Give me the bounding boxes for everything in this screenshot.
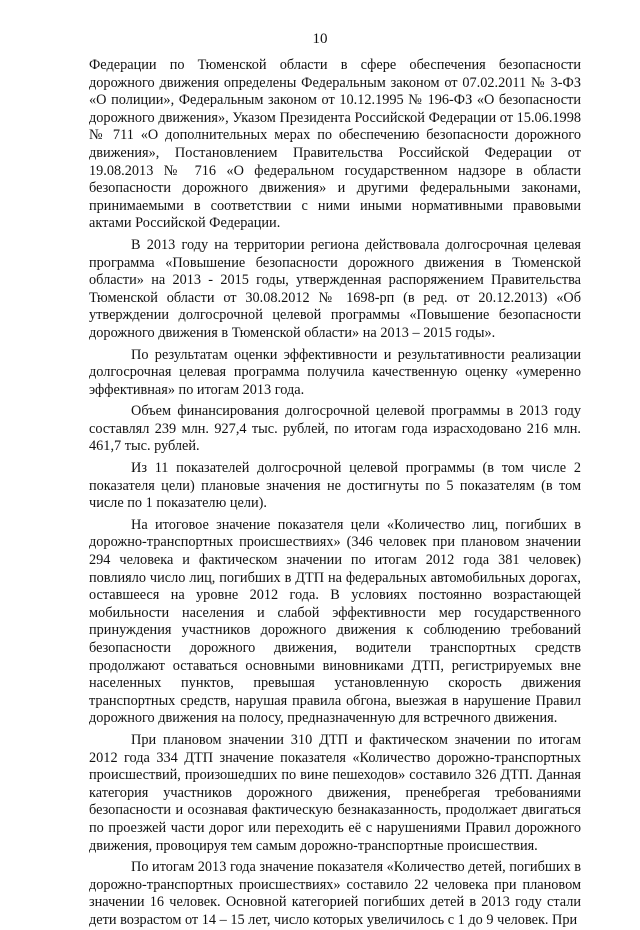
paragraph-indicators: Из 11 показателей долгосрочной целевой программы (в том числе 2 показателя цели) плановые значения не достигнуты по 5 показателям (в том числе по 1 показателю цели). <box>89 460 581 512</box>
body-text <box>89 57 581 930</box>
paragraph-pedestrians: При плановом значении 310 ДТП и фактическом значении по итогам 2012 года 334 ДТП значение показателя «Количество дорожно-транспортных происшествий, произошедших по вине пешеходов» составило 326 ДТП. Данная категория участников дорожного движения, пренебрегая требованиями безопасности и осознавая фактическую безнаказанность, продолжает двигаться по проезжей части дорог или переходить её с нарушениями Правил дорожного движения, провоцируя тем самым дорожно-транспортные происшествия. <box>89 731 581 854</box>
paragraph-children: По итогам 2013 года значение показателя «Количество детей, погибших в дорожно-транспортных происшествиях» составило 22 человека при плановом значении 16 человек. Основной категорией погибших детей в 2013 году стали дети возрастом от 14 – 15 лет, число которых увеличилось с 1 до 9 человек. При <box>89 859 581 928</box>
page-number: 10 <box>312 31 328 47</box>
paragraph-authorities: Федерации по Тюменской области в сфере обеспечения безопасности дорожного движения определены Федеральным законом от 07.02.2011 № 3-ФЗ «О полиции», Федеральным законом от 10.12.1995 № 196-ФЗ «О безопасности дорожного движения», Указом Президента Российской Федерации от 15.06.1998 № 711 «О дополнительных мерах по обеспечению безопасности дорожного движения», Постановлением Правительства Российской Федерации от 19.08.2013 № 716 «О федеральном государственном надзоре в области безопасности дорожного движения» и другими федеральными законами, принимаемыми в соответствии с ними иными нормативными правовыми актами Российской Федерации. <box>89 57 581 232</box>
paragraph-evaluation: По результатам оценки эффективности и результативности реализации долгосрочная целевая программа получила качественную оценку «умеренно эффективная» по итогам 2013 года. <box>89 346 581 398</box>
paragraph-program: В 2013 году на территории региона действовала долгосрочная целевая программа «Повышение безопасности дорожного движения в Тюменской области» на 2013 - 2015 годы, утвержденная распоряжением Правительства Тюменской области от 30.08.2012 № 1698-рп (в ред. от 20.12.2013) «Об утверждении долгосрочной целевой программы «Повышение безопасности дорожного движения в Тюменской области» на 2013 – 2015 годы». <box>89 236 581 341</box>
paragraph-financing: Объем финансирования долгосрочной целевой программы в 2013 году составлял 239 млн. 927,4 тыс. рублей, по итогам года израсходовано 216 млн. 461,7 тыс. рублей. <box>89 403 581 455</box>
paragraph-fatalities: На итоговое значение показателя цели «Количество лиц, погибших в дорожно-транспортных происшествиях» (346 человек при плановом значении 294 человека и фактическом значении по итогам 2012 года 381 человек) повлияло число лиц, погибших в ДТП на федеральных автомобильных дорогах, оставшееся на уровне 2012 года. В условиях постоянно возрастающей мобильности населения и слабой эффективности мер государственного принуждения участников дорожного движения к соблюдению требований безопасности дорожного движения, водители транспортных средств продолжают оставаться основными виновниками ДТП, регистрируемых вне населенных пунктов, превышая установленную скорость движения транспортных средств, нарушая правила обгона, выезжая в нарушение Правил дорожного движения на полосу, предназначенную для встречного движения. <box>89 516 581 727</box>
